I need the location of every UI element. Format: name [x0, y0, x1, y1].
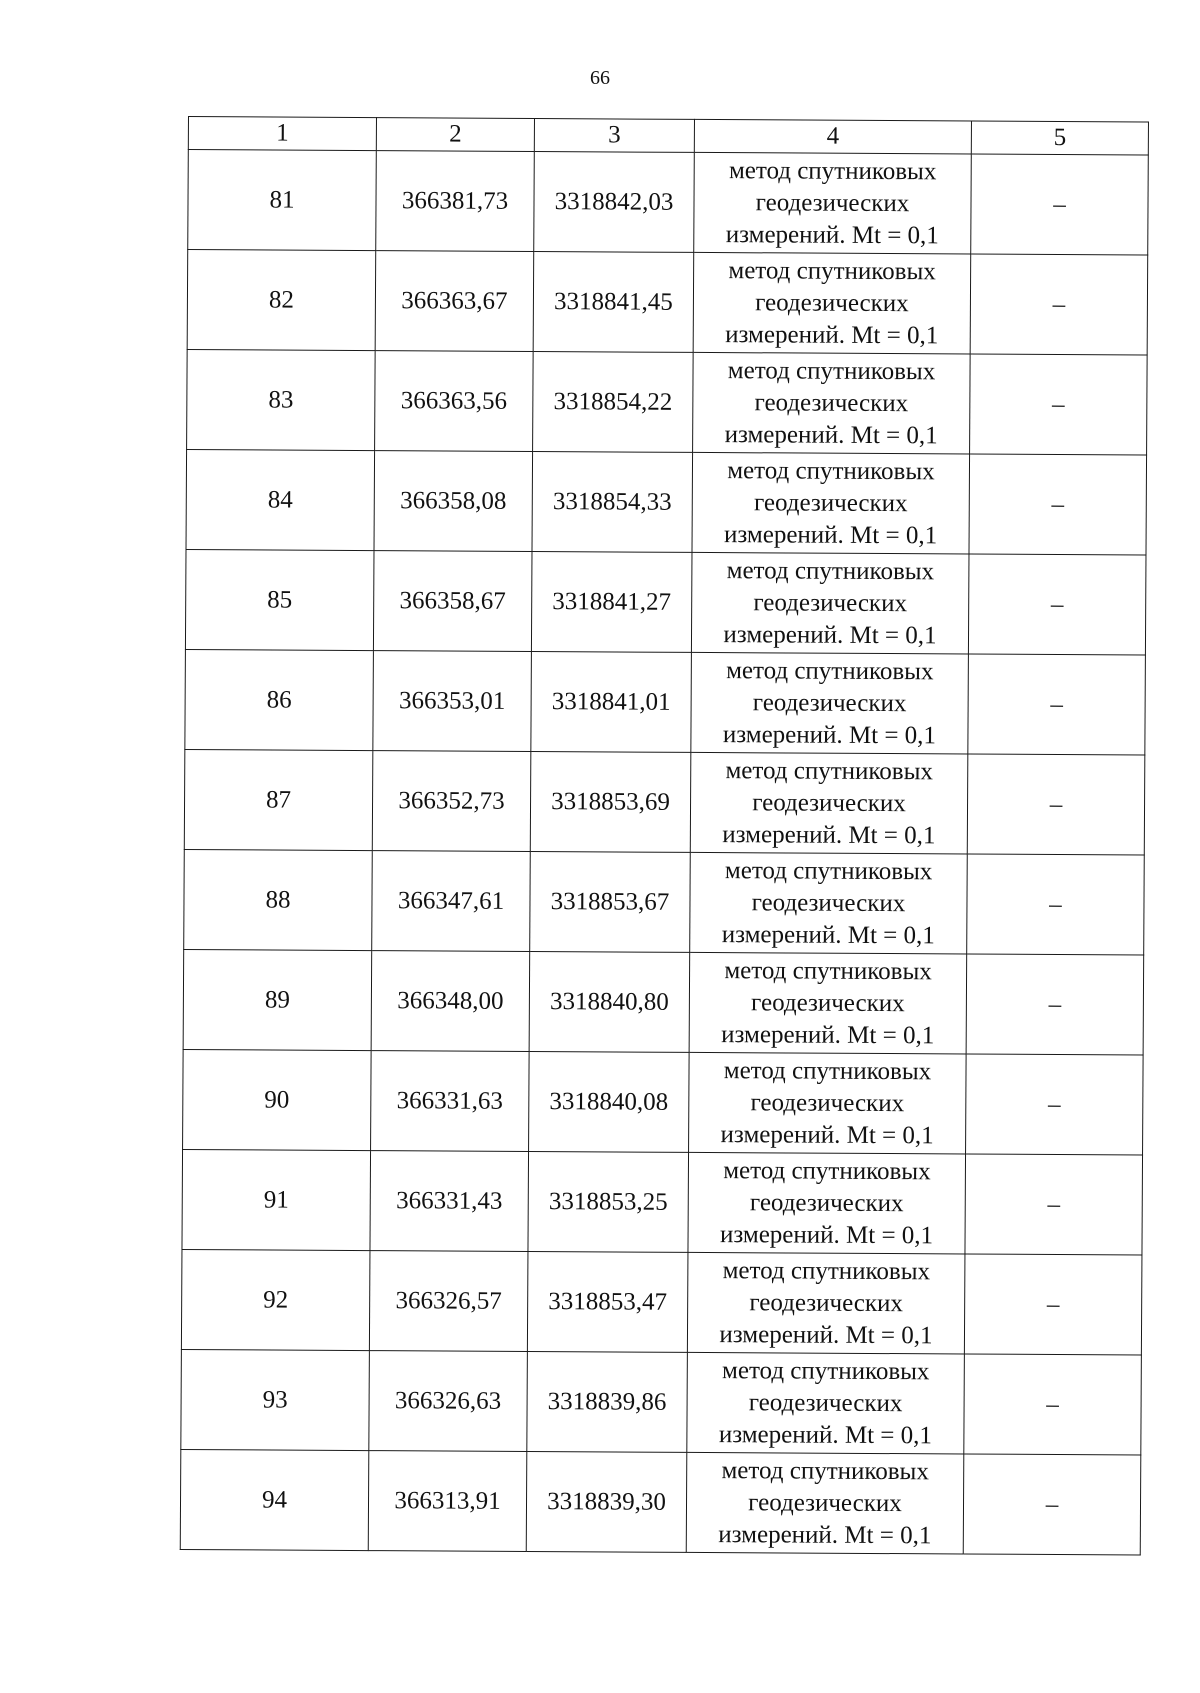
point-number-cell: 89 [183, 949, 372, 1050]
method-line: измерений. Mt = 0,1 [724, 420, 938, 449]
y-coordinate-cell: 3318841,01 [531, 651, 692, 752]
method-cell [691, 652, 969, 754]
table-row [182, 1149, 1143, 1255]
method-line: геодезических [753, 488, 908, 517]
method-cell [688, 1152, 966, 1254]
x-coordinate-cell: 366363,67 [375, 251, 534, 352]
method-cell [691, 552, 969, 654]
note-cell: – [968, 654, 1146, 755]
column-header-5: 5 [971, 121, 1148, 155]
point-number-cell: 81 [188, 150, 377, 251]
note-cell: – [963, 1454, 1141, 1555]
method-line: геодезических [750, 1088, 905, 1117]
method-cell [693, 252, 971, 354]
x-coordinate-cell: 366353,01 [373, 651, 532, 752]
y-coordinate-cell: 3318853,47 [527, 1251, 688, 1352]
point-number-cell: 93 [181, 1349, 370, 1450]
point-number-cell: 90 [183, 1049, 372, 1150]
table-row [187, 349, 1148, 455]
method-line: измерений. Mt = 0,1 [723, 520, 938, 549]
table-row [186, 449, 1147, 555]
method-cell [693, 352, 971, 454]
x-coordinate-cell: 366326,57 [369, 1251, 528, 1352]
method-line: измерений. Mt = 0,1 [721, 1020, 935, 1049]
point-number-cell: 83 [187, 349, 376, 450]
method-line: измерений. Mt = 0,1 [722, 820, 936, 849]
table-row [185, 549, 1146, 655]
method-line: измерений. Mt = 0,1 [718, 1420, 933, 1449]
method-line: измерений. Mt = 0,1 [719, 1320, 933, 1349]
method-line: метод спутниковых [724, 856, 933, 885]
x-coordinate-cell: 366331,43 [370, 1151, 529, 1252]
method-line: измерений. Mt = 0,1 [718, 1520, 932, 1549]
table-row [181, 1349, 1142, 1455]
point-number-cell: 94 [180, 1449, 369, 1550]
method-line: измерений. Mt = 0,1 [719, 1220, 934, 1249]
y-coordinate-cell: 3318841,45 [533, 251, 694, 352]
point-number-cell: 85 [185, 549, 374, 650]
method-line: геодезических [752, 688, 907, 717]
table-row [181, 1249, 1142, 1355]
method-line: геодезических [755, 188, 910, 217]
y-coordinate-cell: 3318853,25 [528, 1151, 689, 1252]
point-number-cell: 88 [184, 849, 373, 950]
note-cell: – [968, 554, 1146, 655]
column-header-4: 4 [694, 119, 971, 154]
method-cell [692, 452, 970, 554]
method-line: метод спутниковых [723, 1056, 932, 1085]
point-number-cell: 91 [182, 1149, 371, 1250]
method-cell [686, 1452, 964, 1554]
method-line: метод спутниковых [727, 456, 935, 485]
note-cell: – [967, 854, 1145, 955]
column-header-3: 3 [534, 118, 694, 152]
x-coordinate-cell: 366347,61 [372, 851, 531, 952]
y-coordinate-cell: 3318839,86 [527, 1351, 688, 1452]
method-line: геодезических [751, 888, 906, 917]
table-row [180, 1449, 1141, 1555]
x-coordinate-cell: 366381,73 [376, 151, 535, 252]
x-coordinate-cell: 366313,91 [368, 1451, 527, 1552]
table-row [187, 250, 1148, 356]
note-cell: – [970, 254, 1148, 355]
method-line: метод спутниковых [728, 156, 937, 185]
point-number-cell: 87 [184, 749, 373, 850]
page-number: 66 [590, 67, 610, 89]
point-number-cell: 84 [186, 449, 375, 550]
method-line: геодезических [755, 288, 909, 317]
method-line: измерений. Mt = 0,1 [720, 1120, 934, 1149]
method-line: измерений. Mt = 0,1 [725, 220, 939, 249]
y-coordinate-cell: 3318841,27 [531, 551, 692, 652]
point-number-cell: 82 [187, 250, 376, 351]
method-line: геодезических [748, 1488, 902, 1517]
method-line: геодезических [748, 1388, 903, 1417]
point-number-cell: 92 [181, 1249, 370, 1350]
note-cell: – [966, 1054, 1144, 1155]
y-coordinate-cell: 3318840,08 [529, 1051, 690, 1152]
method-line: метод спутниковых [727, 356, 936, 385]
method-line: геодезических [753, 588, 908, 617]
x-coordinate-cell: 366348,00 [371, 951, 530, 1052]
table-header-row [188, 117, 1148, 156]
method-line: геодезических [749, 1288, 904, 1317]
method-line: измерений. Mt = 0,1 [722, 720, 937, 749]
table-row [184, 749, 1145, 855]
method-line: геодезических [752, 788, 906, 817]
method-cell [687, 1252, 965, 1354]
method-line: геодезических [754, 388, 909, 417]
y-coordinate-cell: 3318839,30 [526, 1451, 687, 1552]
note-cell: – [967, 754, 1145, 855]
method-cell [687, 1352, 965, 1454]
method-line: геодезических [749, 1188, 904, 1217]
note-cell: – [969, 454, 1147, 555]
method-line: измерений. Mt = 0,1 [723, 620, 937, 649]
y-coordinate-cell: 3318853,67 [530, 851, 691, 952]
column-header-1: 1 [188, 117, 376, 151]
note-cell: – [971, 154, 1149, 255]
method-cell [689, 952, 967, 1054]
table-row [183, 949, 1144, 1055]
method-line: геодезических [751, 988, 905, 1017]
note-cell: – [970, 354, 1148, 455]
y-coordinate-cell: 3318853,69 [530, 751, 691, 852]
x-coordinate-cell: 366326,63 [369, 1351, 528, 1452]
y-coordinate-cell: 3318854,22 [533, 351, 694, 452]
table-row [184, 849, 1145, 955]
y-coordinate-cell: 3318842,03 [534, 151, 695, 252]
table-row [185, 649, 1146, 755]
table-row [188, 150, 1149, 256]
point-number-cell: 86 [185, 649, 374, 750]
method-cell [690, 752, 968, 854]
note-cell: – [966, 954, 1144, 1055]
method-line: метод спутниковых [724, 956, 932, 985]
method-line: метод спутниковых [725, 756, 934, 785]
method-line: метод спутниковых [722, 1256, 931, 1285]
note-cell: – [964, 1354, 1142, 1455]
x-coordinate-cell: 366358,67 [373, 551, 532, 652]
y-coordinate-cell: 3318854,33 [532, 451, 693, 552]
x-coordinate-cell: 366352,73 [372, 751, 531, 852]
method-line: измерений. Mt = 0,1 [721, 920, 935, 949]
note-cell: – [965, 1154, 1143, 1255]
coordinates-table [180, 116, 1149, 1556]
method-line: метод спутниковых [723, 1156, 931, 1185]
method-line: метод спутниковых [726, 656, 934, 685]
method-line: измерений. Mt = 0,1 [725, 320, 939, 349]
method-cell [689, 1052, 967, 1154]
x-coordinate-cell: 366331,63 [371, 1051, 530, 1152]
method-line: метод спутниковых [726, 556, 935, 585]
table-row [183, 1049, 1144, 1155]
method-line: метод спутниковых [721, 1456, 929, 1485]
x-coordinate-cell: 366363,56 [375, 351, 534, 452]
x-coordinate-cell: 366358,08 [374, 451, 533, 552]
method-cell [694, 152, 972, 254]
method-line: метод спутниковых [722, 1356, 930, 1385]
y-coordinate-cell: 3318840,80 [529, 951, 690, 1052]
method-cell [690, 852, 968, 954]
method-line: метод спутниковых [728, 256, 936, 285]
column-header-2: 2 [376, 118, 534, 152]
note-cell: – [964, 1254, 1142, 1355]
